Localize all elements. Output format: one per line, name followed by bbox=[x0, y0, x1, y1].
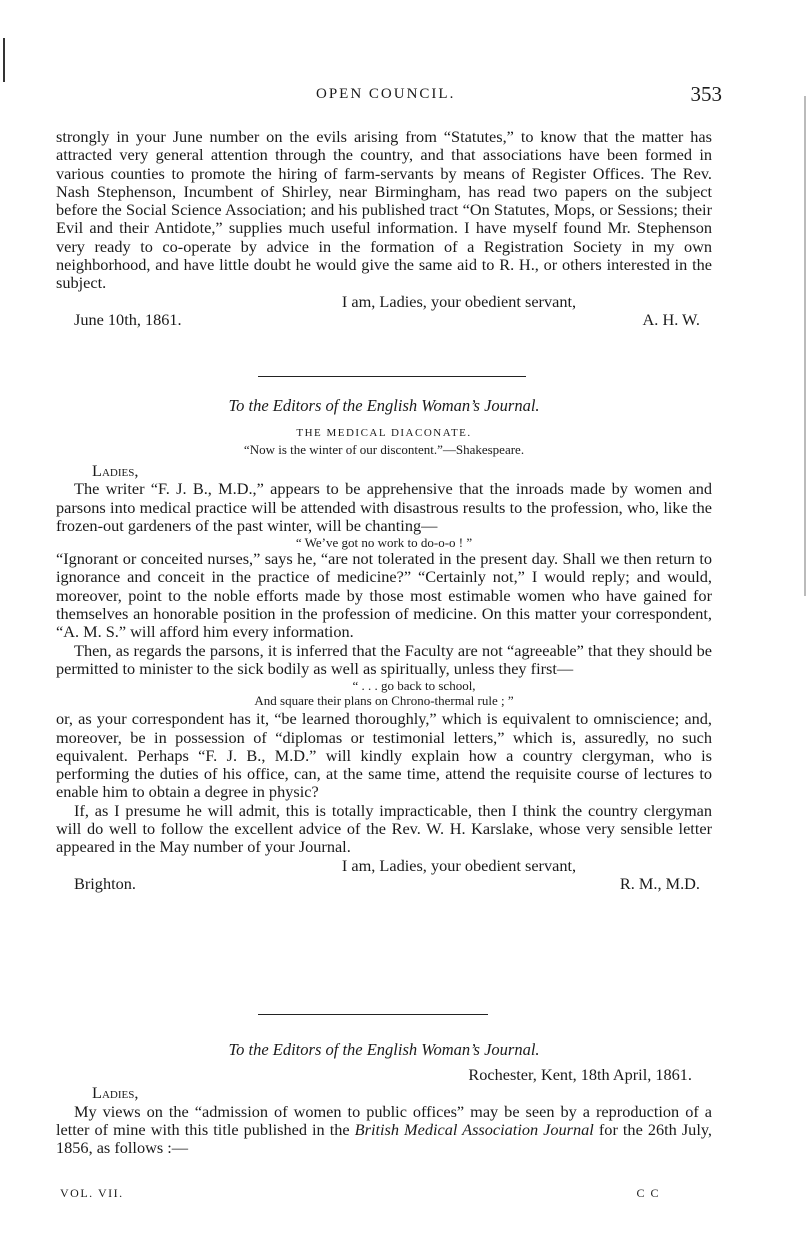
letter-2-subtitle: THE MEDICAL DIACONATE. bbox=[296, 427, 472, 439]
letter-2-paragraph-5: If, as I presume he will admit, this is totally impracticable, then I think the country clergyman will do well to follow the excellent advice of the Rev. W. H. Karslake, whose very sensible letter appeared in the May number of your Journal. bbox=[56, 800, 712, 857]
letter-1 bbox=[56, 128, 712, 329]
letter-2-epigraph: “Now is the winter of our discontent.”—Shakespeare. bbox=[243, 442, 525, 457]
letter-2-closing: I am, Ladies, your obedient servant, bbox=[341, 855, 577, 875]
letter-3-paragraph-1 bbox=[56, 1103, 712, 1158]
letter-2-heading: To the Editors of the English Woman’s Journal. bbox=[228, 396, 540, 415]
letter-3-text-before: My views on the “admission of women to public offices” may be seen by a reproduction of a letter of mine with this title published in the bbox=[56, 1101, 712, 1139]
letter-1-date: June 10th, 1861. bbox=[74, 309, 182, 329]
page-footer bbox=[60, 1186, 700, 1201]
letter-1-signature: A. H. W. bbox=[642, 309, 700, 329]
letter-2-quote-2-line-1: “ . . . go back to school, bbox=[352, 678, 476, 694]
letter-2-paragraph-2: “Ignorant or conceited nurses,” says he, “are not tolerated in the present day. Shall we then return to ignorance and conceit in the practice of medicine?” “Certainly not,” I would reply; and would, moreover, point to the noble efforts made by those most estimable women who have gained for themselves an honorable position in the profession of medicine. On this matter your correspondent, “A. M. S.” will afford him every information. bbox=[56, 549, 712, 642]
page-header bbox=[56, 82, 722, 112]
letter-2-signoff bbox=[56, 875, 712, 893]
left-margin-rule bbox=[3, 38, 5, 82]
letter-2-quote-2-line-2: And square their plans on Chrono-thermal rule ; ” bbox=[254, 693, 514, 709]
letter-1-closing: I am, Ladies, your obedient servant, bbox=[341, 291, 577, 311]
letter-2-place: Brighton. bbox=[74, 873, 136, 893]
letter-3-journal-title: British Medical Association Journal bbox=[354, 1119, 594, 1139]
letter-3-salutation: Ladies, bbox=[92, 1083, 139, 1103]
letter-1-signoff bbox=[56, 311, 712, 329]
section-divider bbox=[258, 376, 526, 377]
letter-2-paragraph-4: or, as your correspondent has it, “be learned thoroughly,” which is equivalent to omniscience; and, moreover, be in possession of “diplomas or testimonial letters,” which is, assuredly, no such equivalent. Perhaps “F. J. B., M.D.” will kindly explain how a country clergyman, who is performing the duties of his office, can, at the same time, attend the requisite course of lectures to enable him to obtain a degree in physic? bbox=[56, 709, 712, 802]
section-divider-2 bbox=[258, 1014, 488, 1015]
letter-3-text-after: for the 26th July, 1856, as follows :— bbox=[56, 1119, 712, 1158]
right-margin-rule bbox=[804, 96, 806, 596]
letter-2-salutation: Ladies, bbox=[92, 461, 139, 480]
volume-label: VOL. VII. bbox=[60, 1186, 124, 1200]
page-number: 353 bbox=[690, 82, 722, 106]
letter-1-body: strongly in your June number on the evils arising from “Statutes,” to know that the matter has attracted very general attention through the country, and that associations have been formed in various counties to promote the hiring of farm-servants by means of Register Offices. The Rev. Nash Stephenson, Incumbent of Shirley, near Birmingham, has read two papers on the subject before the Social Science Association; and his published tract “On Statutes, Mops, or Sessions; their Evil and their Antidote,” supplies much useful information. I have myself found Mr. Stephenson very ready to co-operate by advice in the formation of a Registration Society in my own neighborhood, and have little doubt he would give the same aid to R. H., or others interested in the subject. bbox=[56, 127, 712, 293]
letter-3-heading: To the Editors of the English Woman’s Journal. bbox=[228, 1040, 540, 1059]
letter-2-paragraph-1: The writer “F. J. B., M.D.,” appears to be apprehensive that the inroads made by women and parsons into medical practice will be attended with disastrous results to the profession, who, like the frozen-out gardeners of the past winter, will be chanting— bbox=[56, 479, 712, 535]
signature-mark: C C bbox=[636, 1186, 660, 1200]
letter-2-paragraph-3: Then, as regards the parsons, it is inferred that the Faculty are not “agreeable” that they should be permitted to minister to the sick bodily as well as spiritually, unless they first— bbox=[56, 640, 712, 678]
letter-2 bbox=[56, 462, 712, 893]
letter-2-signature: R. M., M.D. bbox=[619, 873, 700, 893]
letter-2-quote-1: “ We’ve got no work to do-o-o ! ” bbox=[295, 535, 473, 551]
running-title: OPEN COUNCIL. bbox=[316, 86, 456, 102]
letter-3 bbox=[56, 1066, 712, 1157]
letter-3-dateline: Rochester, Kent, 18th April, 1861. bbox=[468, 1065, 692, 1084]
